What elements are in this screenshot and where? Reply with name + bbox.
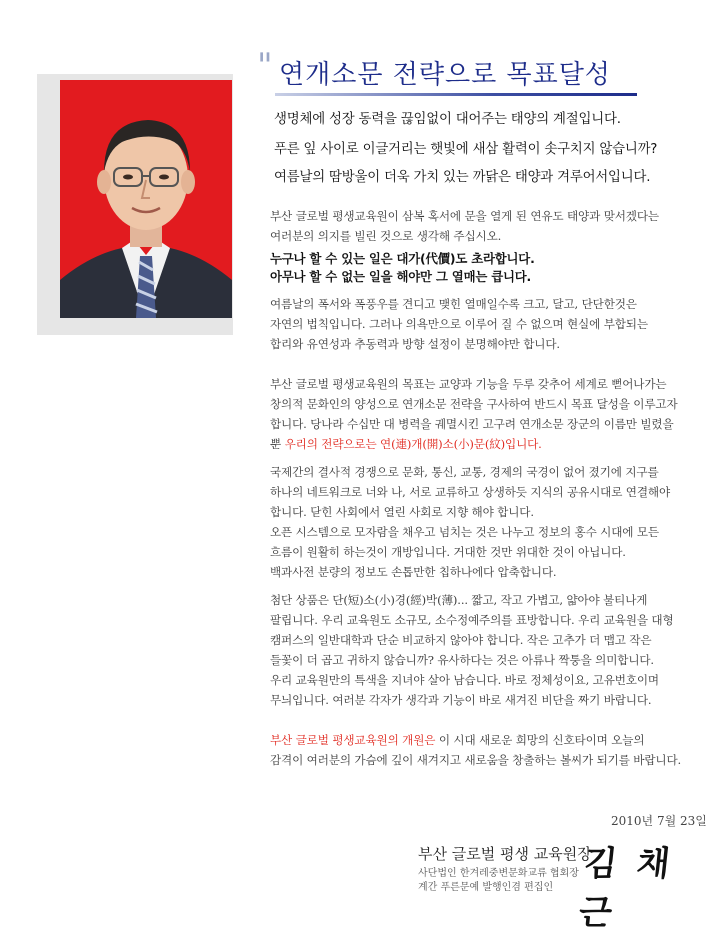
- paragraph-line: 자연의 법칙입니다. 그러나 의욕만으로 이루어 질 수 없으며 현실에 부합되는: [270, 317, 648, 331]
- lead-line-3: 여름날의 땀방울이 더욱 가치 있는 까닭은 태양과 겨루어서입니다.: [274, 170, 651, 185]
- signature-subtitle-2: 계간 푸른문예 발행인겸 편집인: [418, 882, 554, 893]
- paragraph-line: 감격이 여러분의 가슴에 깊이 새겨지고 새로움을 창출하는 볼씨가 되기를 바랍니다.: [270, 753, 682, 767]
- opening-highlight: 부산 글로벌 평생교육원의 개원은: [270, 733, 436, 747]
- paragraph-line: 우리 교육원만의 특색을 지녀야 살아 남습니다. 바로 정체성이요, 고유번호이며: [270, 673, 659, 687]
- paragraph-1: [270, 206, 659, 246]
- paragraph-line: 들꽃이 더 곱고 귀하지 않습니까? 유사하다는 것은 아류나 짝퉁을 의미합니다.: [270, 653, 654, 667]
- paragraph-line: [270, 730, 681, 750]
- strategy-highlight: 우리의 전략으로는 연(連)개(開)소(小)문(紋)입니다.: [284, 437, 542, 451]
- paragraph-line: 무늬입니다. 여러분 각자가 생각과 기능이 바로 새겨진 비단을 짜기 바랍니다.: [270, 693, 652, 707]
- emphasis-line-2: 아무나 할 수 없는 일을 해야만 그 열매는 큽니다.: [270, 269, 532, 284]
- paragraph-line: 국제간의 결사적 경쟁으로 문화, 통신, 교통, 경제의 국경이 없어 졌기에 지구를: [270, 465, 659, 479]
- paragraph-text: 이 시대 새로운 희망의 신호타이며 오늘의: [435, 733, 645, 747]
- paragraph-line: 창의적 문화인의 양성으로 연개소문 전략을 구사하여 반드시 목표 달성을 이루고자: [270, 397, 678, 411]
- paragraph-line: 오픈 시스템으로 모자람을 채우고 넘치는 것은 나누고 정보의 홍수 시대에 모든: [270, 525, 659, 539]
- title-underline: [275, 93, 637, 96]
- lead-line-2: 푸른 잎 사이로 이글거리는 햇빛에 새삼 활력이 솟구치지 않습니까?: [274, 142, 658, 157]
- paragraph-6: [270, 730, 681, 770]
- paragraph-line: 합니다. 닫힌 사회에서 열린 사회로 지향 해야 합니다.: [270, 505, 534, 519]
- signature-name: 김 채 근: [576, 844, 676, 933]
- signature-position: 부산 글로벌 평생 교육원장: [418, 845, 592, 863]
- paragraph-3: [270, 374, 678, 454]
- signature-subtitle-1: 사단법인 한겨레중변문화교류 협회장: [418, 868, 579, 879]
- paragraph-2: [270, 294, 648, 354]
- lead-line-1: 생명체에 성장 동력을 끊임없이 대어주는 태양의 계절입니다.: [274, 112, 621, 127]
- quote-mark-icon: ": [257, 46, 273, 86]
- paragraph-line: 합니다. 당나라 수십만 대 병력을 궤멸시킨 고구려 연개소문 장군의 이름만 빌렸을: [270, 417, 674, 431]
- paragraph-line: 부산 글로벌 평생교육원의 목표는 교양과 기능을 두루 갖추어 세계로 뻗어나가는: [270, 377, 667, 391]
- paragraph-line: 팔립니다. 우리 교육원도 소규모, 소수정예주의를 표방합니다. 우리 교육원을 대형: [270, 613, 674, 627]
- title-block: [257, 48, 637, 100]
- paragraph-line: 부산 글로벌 평생교육원이 삼복 혹서에 문을 열게 된 연유도 태양과 맞서겠다는: [270, 209, 659, 223]
- paragraph-line: 합리와 유연성과 추동력과 방향 설정이 분명해야만 합니다.: [270, 337, 560, 351]
- paragraph-line: 하나의 네트워크로 너와 나, 서로 교류하고 상생하듯 지식의 공유시대로 연결해야: [270, 485, 670, 499]
- page-title: 연개소문 전략으로 목표달성: [279, 60, 611, 90]
- paragraph-line: 백과사전 분량의 정보도 손톱만한 칩하나에다 압축합니다.: [270, 565, 557, 579]
- letter-date: 2010년 7월 23일: [611, 814, 707, 828]
- emphasis-line-1: 누구나 할 수 있는 일은 대가(代價)도 초라합니다.: [270, 251, 535, 266]
- portrait-photo: [60, 80, 232, 318]
- paragraph-line: 흐름이 원활히 하는것이 개방입니다. 거대한 것만 위대한 것이 아닙니다.: [270, 545, 626, 559]
- paragraph-text: 뿐: [270, 437, 285, 451]
- paragraph-4: [270, 462, 670, 582]
- paragraph-line: 여러분의 의지를 빌린 것으로 생각해 주십시오.: [270, 229, 502, 243]
- paragraph-5: [270, 590, 674, 710]
- portrait-illustration: [60, 80, 232, 318]
- paragraph-line: 여름날의 폭서와 폭풍우를 견디고 맺힌 열매일수록 크고, 달고, 단단한것은: [270, 297, 637, 311]
- paragraph-line: [270, 434, 678, 454]
- paragraph-line: 첨단 상품은 단(短)소(小)경(經)박(薄)... 짧고, 작고 가볍고, 얇아야 불티나게: [270, 593, 648, 607]
- paragraph-line: 캠퍼스의 일반대학과 단순 비교하지 않아야 합니다. 작은 고추가 더 맵고 작은: [270, 633, 652, 647]
